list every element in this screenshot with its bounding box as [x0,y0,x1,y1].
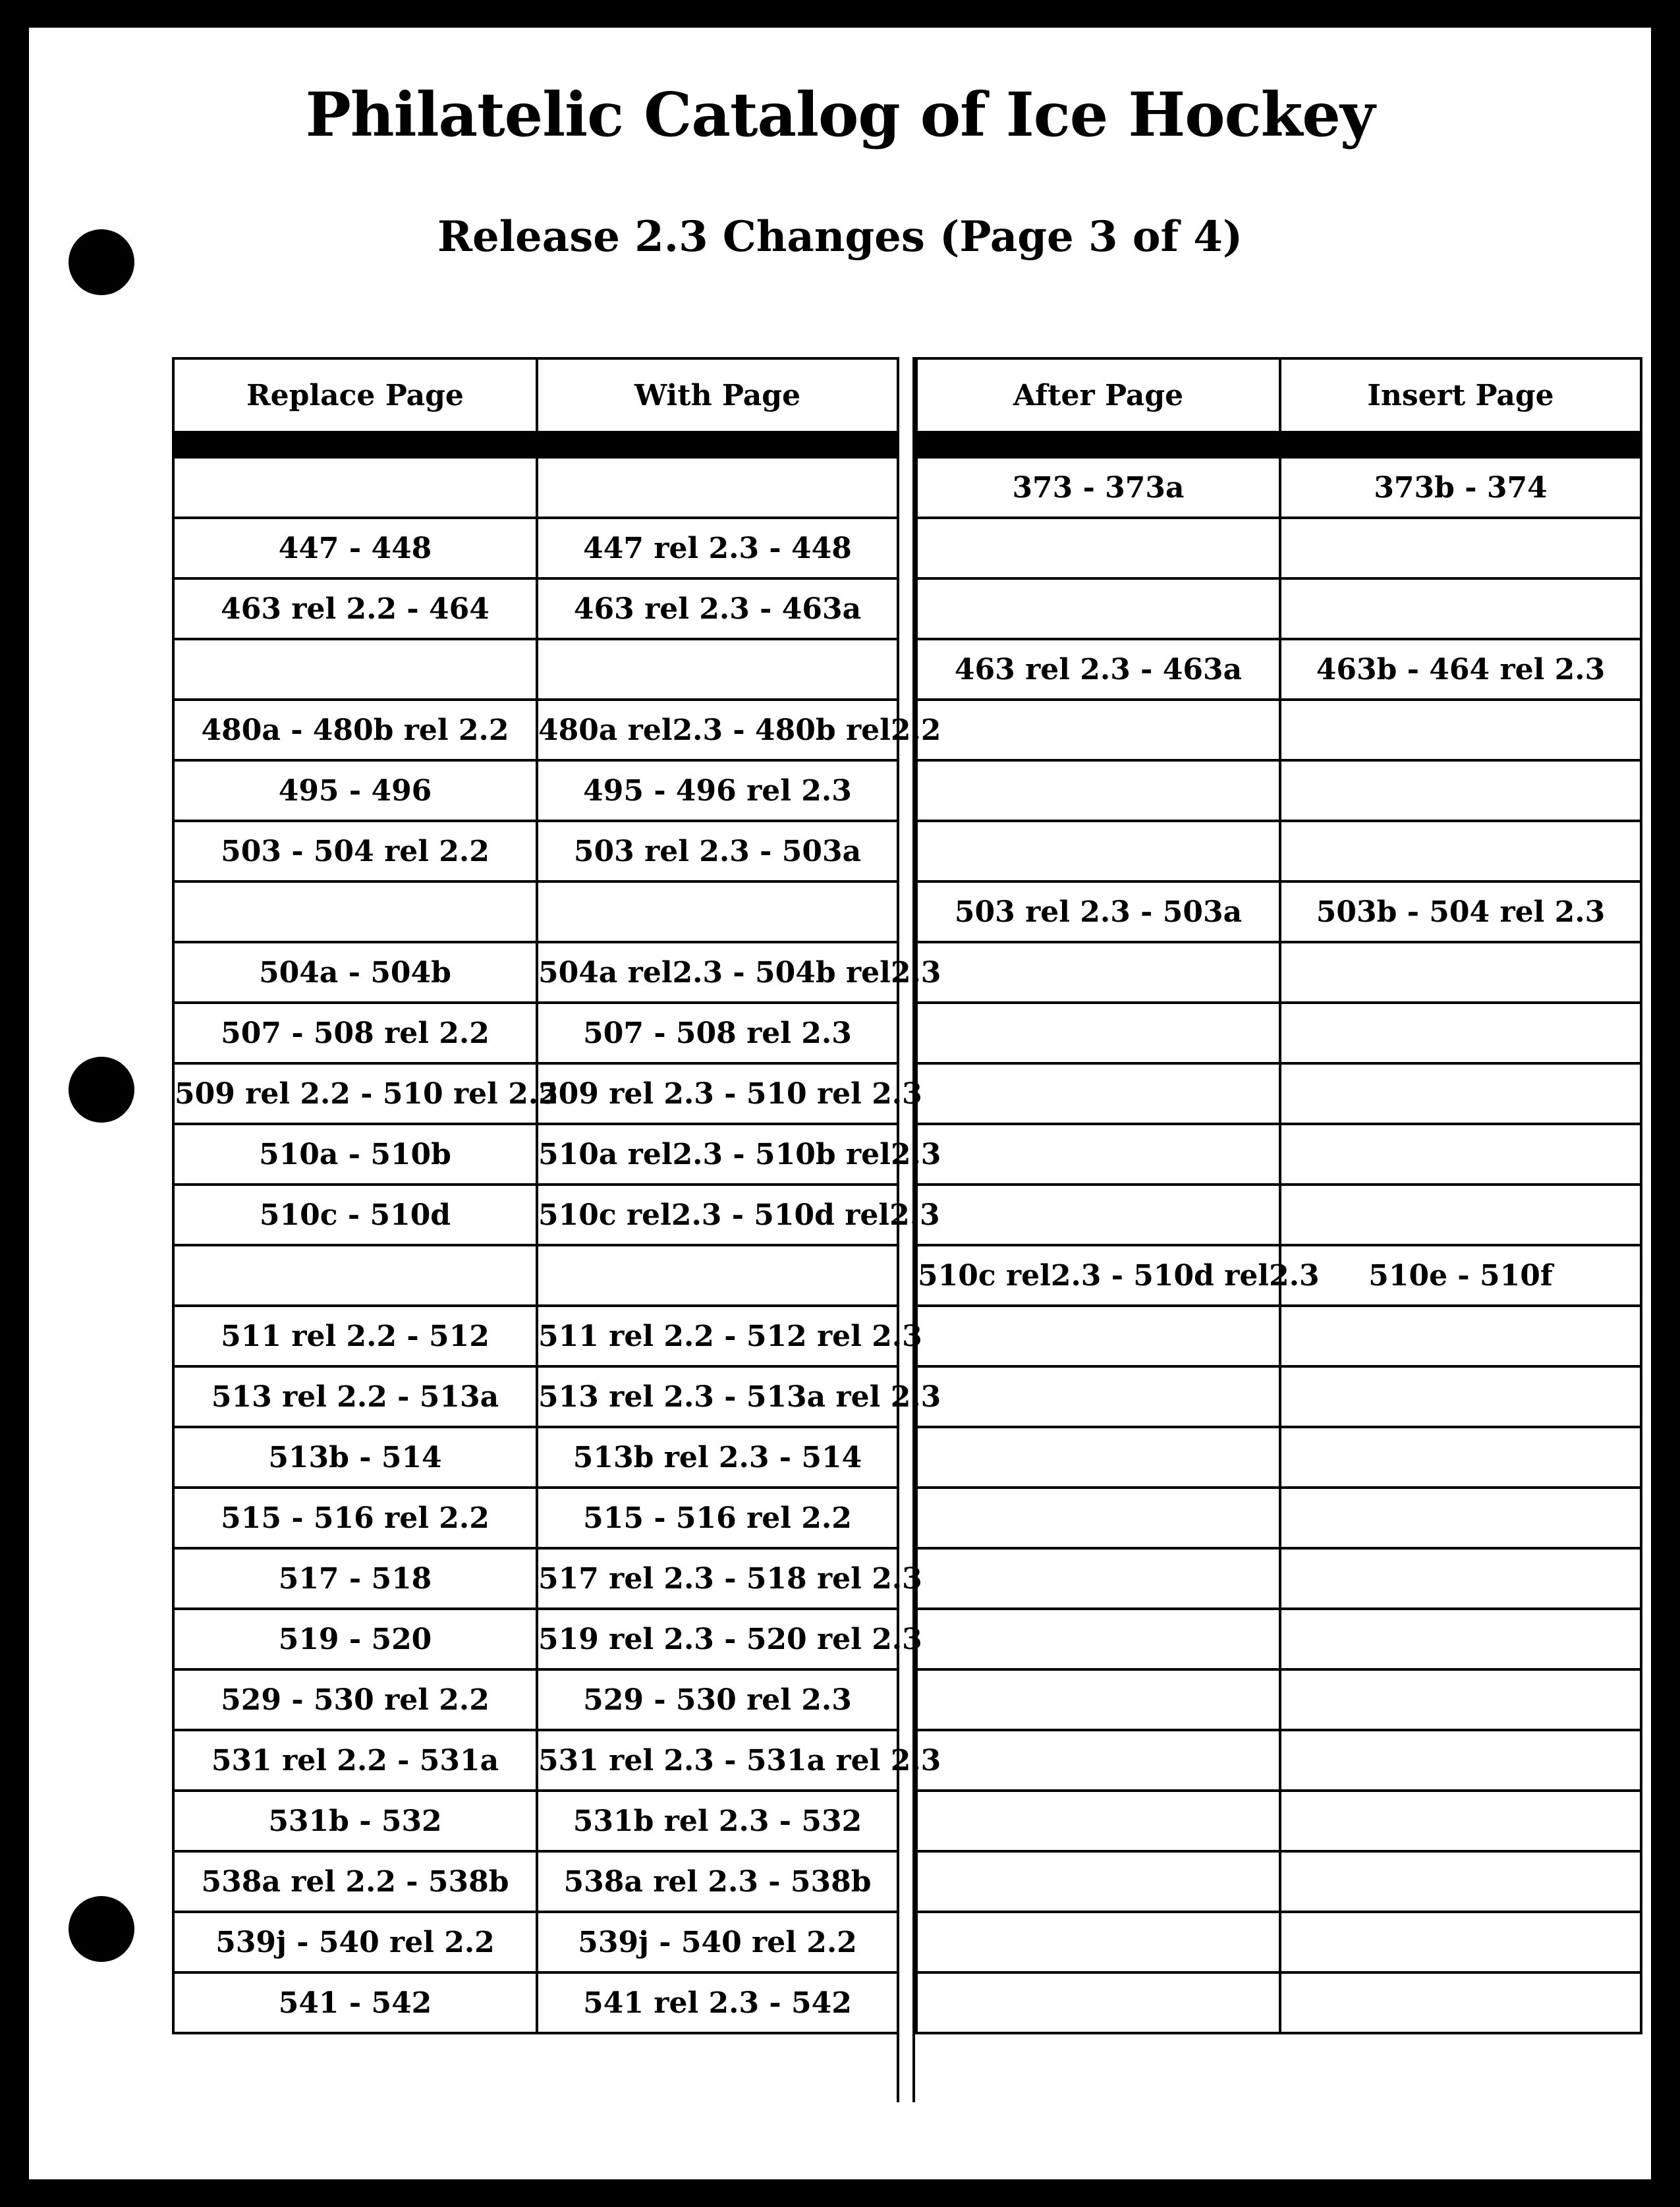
table-row [173,881,898,942]
table-row [173,1972,898,2033]
with-page-cell: 519 rel 2.3 - 520 rel 2.3 [537,1609,898,1669]
table-row [916,457,1641,518]
table-row [173,457,898,518]
table-row [173,1851,898,1912]
insert-page-cell [1280,518,1641,578]
table-row [916,1063,1641,1124]
header-rule [1280,432,1641,457]
table-row [173,1548,898,1609]
insert-page-cell [1280,1124,1641,1185]
replace-page-cell: 463 rel 2.2 - 464 [173,578,537,639]
binder-hole [69,1896,134,1962]
table-row [916,1306,1641,1366]
table-row [173,1730,898,1791]
after-page-cell [916,942,1280,1003]
insert-page-cell [1280,1851,1641,1912]
insert-table [915,357,1642,2034]
with-page-cell: 447 rel 2.3 - 448 [537,518,898,578]
insert-page-cell [1280,578,1641,639]
replace-page-cell: 513b - 514 [173,1427,537,1488]
table-row [916,700,1641,760]
after-page-cell [916,1003,1280,1063]
with-page-cell: 507 - 508 rel 2.3 [537,1003,898,1063]
insert-page-cell [1280,1912,1641,1972]
with-page-cell: 495 - 496 rel 2.3 [537,760,898,821]
table-row [916,1912,1641,1972]
table-row [916,1972,1641,2033]
replace-page-cell: 507 - 508 rel 2.2 [173,1003,537,1063]
after-page-cell [916,1669,1280,1730]
with-page-cell: 539j - 540 rel 2.2 [537,1912,898,1972]
with-page-cell: 515 - 516 rel 2.2 [537,1488,898,1548]
table-row [916,1185,1641,1245]
table-row [173,942,898,1003]
after-page-cell [916,760,1280,821]
header-rule [537,432,898,457]
table-row [916,881,1641,942]
after-page-cell [916,1912,1280,1972]
after-page-cell [916,1851,1280,1912]
insert-page-cell: 510e - 510f [1280,1245,1641,1306]
replace-page-cell: 511 rel 2.2 - 512 [173,1306,537,1366]
with-page-cell: 510c rel2.3 - 510d rel2.3 [537,1185,898,1245]
replace-page-cell: 510a - 510b [173,1124,537,1185]
table-row [173,518,898,578]
insert-page-cell [1280,1306,1641,1366]
table-row [916,1791,1641,1851]
replace-table [172,357,941,2034]
catalog-page [29,28,1651,2179]
insert-page-cell [1280,1063,1641,1124]
table-row [916,760,1641,821]
after-page-cell [916,1185,1280,1245]
table-row [173,639,898,700]
page-subtitle: Release 2.3 Changes (Page 3 of 4) [437,212,1243,262]
replace-page-cell: 529 - 530 rel 2.2 [173,1669,537,1730]
after-page-cell: 510c rel2.3 - 510d rel2.3 [916,1245,1280,1306]
column-divider [897,357,915,2102]
insert-page-cell [1280,1427,1641,1488]
binder-hole [69,1057,134,1123]
table-row [173,700,898,760]
table-row [173,1427,898,1488]
table-row [173,1488,898,1548]
table-row [916,942,1641,1003]
table-row [916,1427,1641,1488]
insert-page-header: Insert Page [1280,358,1641,432]
replace-page-cell: 538a rel 2.2 - 538b [173,1851,537,1912]
insert-page-cell [1280,1609,1641,1669]
replace-page-cell: 531b - 532 [173,1791,537,1851]
table-row [173,1003,898,1063]
replace-page-cell: 480a - 480b rel 2.2 [173,700,537,760]
insert-page-cell [1280,1972,1641,2033]
table-row [173,1063,898,1124]
table-row [173,1185,898,1245]
with-page-cell: 503 rel 2.3 - 503a [537,821,898,881]
after-page-header: After Page [916,358,1280,432]
with-page-cell: 531 rel 2.3 - 531a rel 2.3 [537,1730,898,1791]
table-row [916,1669,1641,1730]
insert-page-cell [1280,1548,1641,1609]
after-page-cell [916,1730,1280,1791]
after-page-cell [916,1124,1280,1185]
replace-page-cell [173,639,537,700]
replace-page-cell: 447 - 448 [173,518,537,578]
insert-page-cell [1280,1669,1641,1730]
table-row [916,1003,1641,1063]
with-page-cell [537,639,898,700]
with-page-cell: 513 rel 2.3 - 513a rel 2.3 [537,1366,898,1427]
insert-page-cell [1280,1791,1641,1851]
after-page-cell [916,518,1280,578]
with-page-cell: 529 - 530 rel 2.3 [537,1669,898,1730]
replace-page-cell: 519 - 520 [173,1609,537,1669]
table-row [173,1912,898,1972]
replace-page-cell: 513 rel 2.2 - 513a [173,1366,537,1427]
table-row [916,1851,1641,1912]
after-page-cell [916,1548,1280,1609]
with-page-cell: 513b rel 2.3 - 514 [537,1427,898,1488]
table-row [173,1609,898,1669]
page-title: Philatelic Catalog of Ice Hockey [305,79,1375,150]
after-page-cell [916,1306,1280,1366]
table-row [916,1488,1641,1548]
table-row [173,1791,898,1851]
replace-page-cell [173,1245,537,1306]
table-row [916,1730,1641,1791]
after-page-cell [916,821,1280,881]
with-page-cell: 541 rel 2.3 - 542 [537,1972,898,2033]
insert-page-cell [1280,760,1641,821]
table-row [173,1669,898,1730]
table-row [173,821,898,881]
with-page-cell [537,457,898,518]
with-page-cell: 517 rel 2.3 - 518 rel 2.3 [537,1548,898,1609]
insert-page-cell [1280,821,1641,881]
table-row [916,1548,1641,1609]
replace-page-cell: 515 - 516 rel 2.2 [173,1488,537,1548]
insert-page-cell [1280,1730,1641,1791]
replace-page-cell: 541 - 542 [173,1972,537,2033]
table-row [916,1609,1641,1669]
replace-page-cell: 504a - 504b [173,942,537,1003]
insert-page-cell: 503b - 504 rel 2.3 [1280,881,1641,942]
after-page-cell [916,1972,1280,2033]
with-page-cell [537,881,898,942]
replace-page-cell [173,881,537,942]
after-page-cell [916,700,1280,760]
table-row [916,1366,1641,1427]
replace-page-cell: 495 - 496 [173,760,537,821]
insert-page-cell [1280,1488,1641,1548]
replace-page-cell: 517 - 518 [173,1548,537,1609]
table-row [173,1306,898,1366]
table-row [173,1245,898,1306]
insert-page-cell: 373b - 374 [1280,457,1641,518]
after-page-cell [916,1063,1280,1124]
table-row [916,1124,1641,1185]
replace-page-cell: 539j - 540 rel 2.2 [173,1912,537,1972]
table-row [916,1245,1641,1306]
after-page-cell [916,578,1280,639]
with-page-cell: 463 rel 2.3 - 463a [537,578,898,639]
header-rule [916,432,1280,457]
with-page-cell: 531b rel 2.3 - 532 [537,1791,898,1851]
after-page-cell [916,1609,1280,1669]
table-row [916,821,1641,881]
after-page-cell [916,1791,1280,1851]
table-row [916,578,1641,639]
after-page-cell: 503 rel 2.3 - 503a [916,881,1280,942]
after-page-cell: 463 rel 2.3 - 463a [916,639,1280,700]
with-page-header: With Page [537,358,898,432]
table-row [173,1124,898,1185]
insert-page-cell [1280,700,1641,760]
replace-page-cell [173,457,537,518]
with-page-cell: 480a rel2.3 - 480b rel2.2 [537,700,898,760]
replace-page-header: Replace Page [173,358,537,432]
insert-page-cell [1280,942,1641,1003]
replace-page-cell: 531 rel 2.2 - 531a [173,1730,537,1791]
table-row [173,760,898,821]
with-page-cell [537,1245,898,1306]
with-page-cell: 538a rel 2.3 - 538b [537,1851,898,1912]
with-page-cell: 511 rel 2.2 - 512 rel 2.3 [537,1306,898,1366]
insert-page-cell [1280,1003,1641,1063]
replace-page-cell: 503 - 504 rel 2.2 [173,821,537,881]
replace-page-cell: 510c - 510d [173,1185,537,1245]
insert-page-cell: 463b - 464 rel 2.3 [1280,639,1641,700]
header-rule [173,432,537,457]
table-row [173,1366,898,1427]
after-page-cell: 373 - 373a [916,457,1280,518]
insert-page-cell [1280,1185,1641,1245]
table-row [916,639,1641,700]
with-page-cell: 509 rel 2.3 - 510 rel 2.3 [537,1063,898,1124]
after-page-cell [916,1366,1280,1427]
replace-page-cell: 509 rel 2.2 - 510 rel 2.2 [173,1063,537,1124]
insert-page-cell [1280,1366,1641,1427]
with-page-cell: 504a rel2.3 - 504b rel2.3 [537,942,898,1003]
table-row [916,518,1641,578]
after-page-cell [916,1488,1280,1548]
table-row [173,578,898,639]
after-page-cell [916,1427,1280,1488]
with-page-cell: 510a rel2.3 - 510b rel2.3 [537,1124,898,1185]
